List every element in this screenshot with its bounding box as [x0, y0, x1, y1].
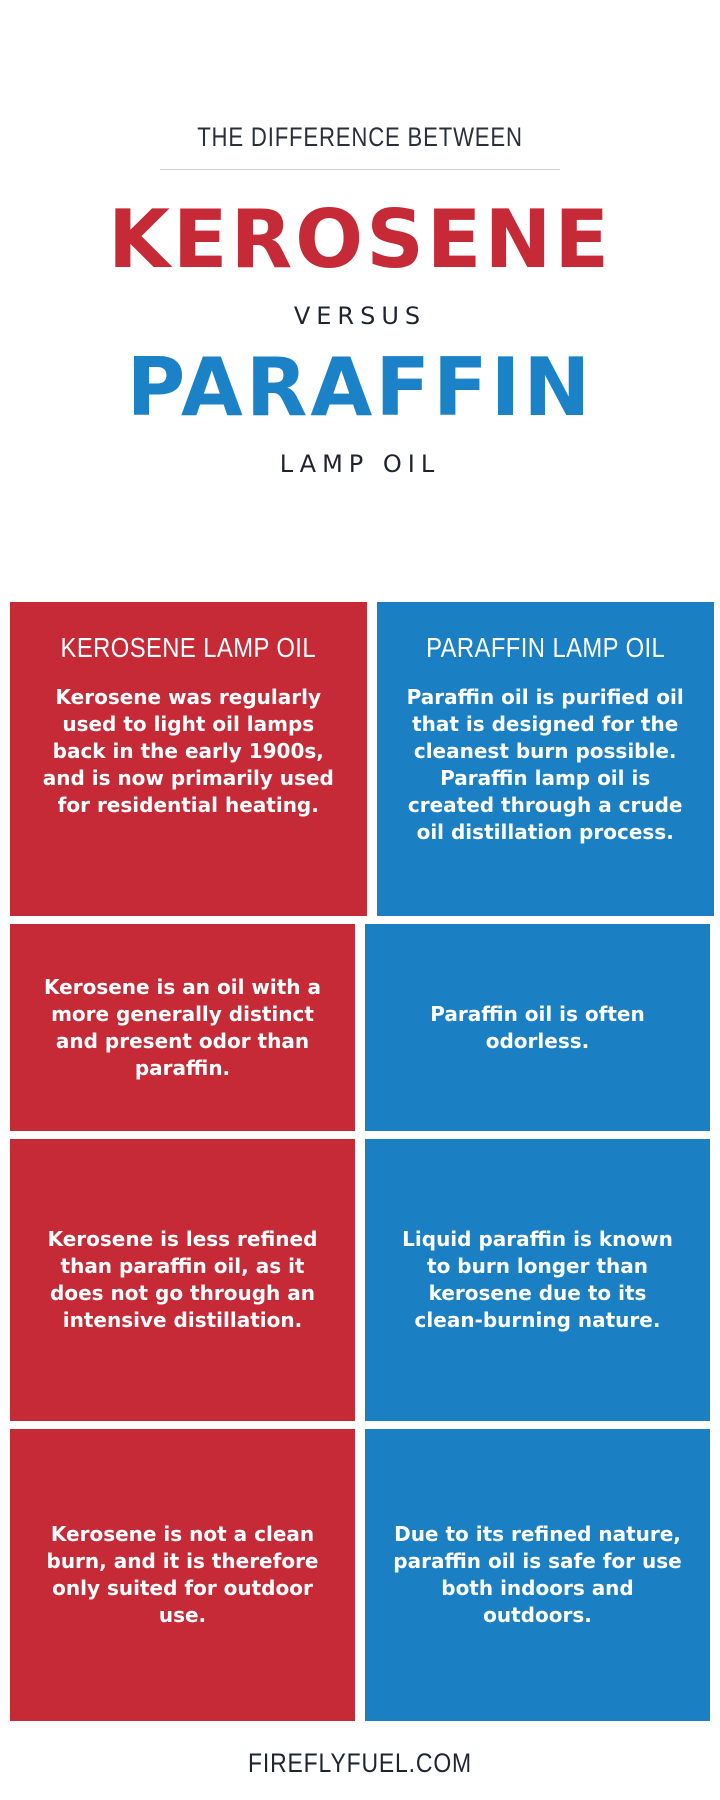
kerosene-cell: [10, 1139, 355, 1421]
paraffin-fact: Paraffin oil is purified oil that is designed for the cleanest burn possible. Paraffin lamp oil is created through a crude oil distillation process.: [406, 685, 684, 844]
infographic-header: [0, 0, 720, 600]
kerosene-fact: Kerosene is an oil with a more generally distinct and present odor than paraffin.: [44, 974, 321, 1080]
paraffin-cell: [377, 602, 714, 916]
paraffin-column-title: PARAFFIN LAMP OIL: [425, 632, 665, 663]
source-footer: FIREFLYFUEL.COM: [247, 1748, 473, 1778]
kerosene-fact: Kerosene was regularly used to light oil lamps back in the early 1900s, and is now primarily used for residential heating.: [42, 685, 334, 817]
kerosene-column-title: KEROSENE LAMP OIL: [60, 632, 316, 663]
comparison-row: [10, 1139, 710, 1421]
paraffin-cell: [365, 1139, 710, 1421]
kerosene-cell: [10, 924, 355, 1131]
paraffin-cell: [365, 1429, 710, 1721]
kerosene-fact: Kerosene is not a clean burn, and it is therefore only suited for outdoor use.: [46, 1522, 319, 1627]
paraffin-title: PARAFFIN: [126, 341, 594, 434]
kerosene-fact: Kerosene is less refined than paraffin oil, as it does not go through an intensive distillation.: [47, 1227, 318, 1332]
kerosene-cell: [10, 1429, 355, 1721]
comparison-row: [10, 1429, 710, 1721]
versus-text: VERSUS: [293, 302, 427, 330]
paraffin-fact: Paraffin oil is often odorless.: [430, 1001, 645, 1053]
kerosene-cell: [10, 602, 367, 916]
lamp-oil-subtitle: LAMP OIL: [279, 450, 441, 478]
paraffin-fact: Liquid paraffin is known to burn longer than kerosene due to its clean-burning nature.: [402, 1227, 673, 1332]
comparison-row: [10, 602, 710, 916]
paraffin-fact: Due to its refined nature, paraffin oil is safe for use both indoors and outdoors.: [393, 1522, 682, 1627]
paraffin-cell: [365, 924, 710, 1131]
kerosene-title: KEROSENE: [107, 193, 613, 286]
comparison-grid: [10, 602, 710, 1729]
header-divider: [160, 169, 560, 170]
eyebrow-text: THE DIFFERENCE BETWEEN: [197, 122, 523, 152]
comparison-row: [10, 924, 710, 1131]
